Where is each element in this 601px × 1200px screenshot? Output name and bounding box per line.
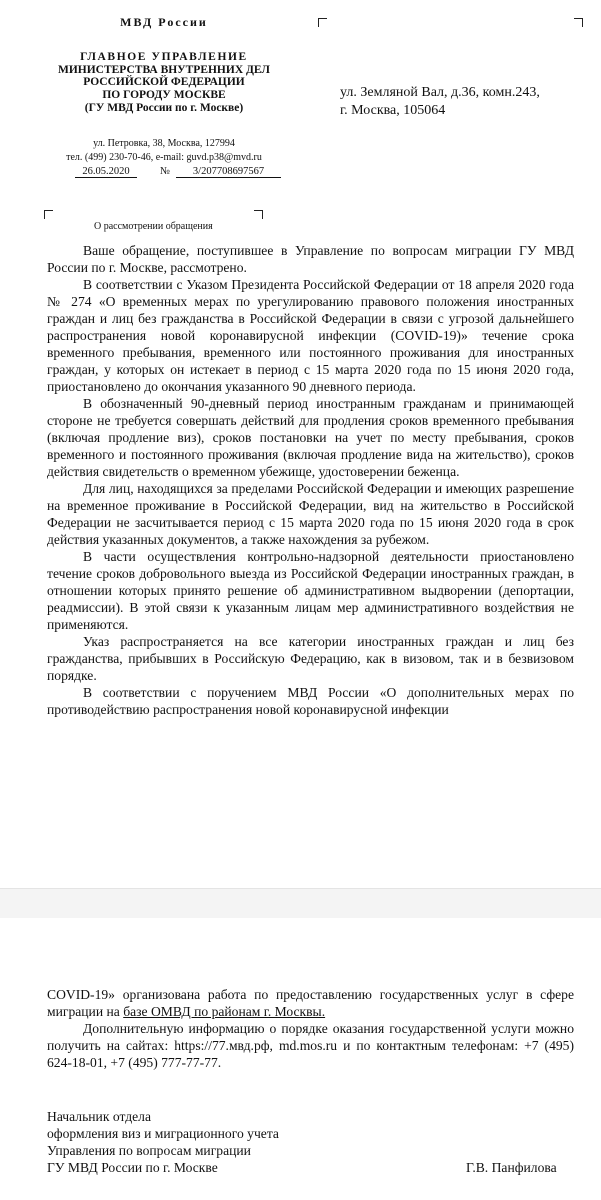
info-paragraph: Дополнительную информацию о порядке оказания государственной услуги можно получить на сайтах: https://77.мвд.рф, md.mos.ru и по контактным телефонам: +7 (495) 624-18-01, +7 (495) 777-77-77. (47, 1021, 574, 1070)
signature-title-line: Управления по вопросам миграции (47, 1143, 251, 1158)
recipient-address-line-2: г. Москва, 105064 (340, 103, 446, 119)
letter-body-page-2 (47, 986, 574, 1071)
body-paragraph: В соответствии с Указом Президента Российской Федерации от 18 апреля 2020 года № 274 «О временных мерах по урегулированию правового положения иностранных граждан и лиц без гражданства в Российской Федерации в связи с угрозой дальнейшего распространения новой коронавирусной инфекции (COVID-19)» течение срока временного пребывания, временного или постоянного проживания для иностранных граждан, у которых он истекает в период с 15 марта 2020 года по 15 июня 2020 года, приостановлено до окончания указанного 90 дневного периода. (47, 277, 574, 394)
letter-subject: О рассмотрении обращения (94, 221, 213, 232)
continuation-paragraph (47, 986, 574, 1020)
registration-date: 26.05.2020 (75, 166, 137, 178)
department-line-5: (ГУ МВД России по г. Москве) (84, 101, 244, 114)
subject-corner-mark (44, 210, 53, 219)
letter-body-page-1 (47, 242, 574, 718)
signature-title-line: ГУ МВД России по г. Москве (47, 1160, 218, 1175)
page-break (0, 888, 601, 920)
body-paragraph: Указ распространяется на все категории иностранных граждан и лиц без гражданства, прибывших в Российскую Федерацию, как в визовом, так и в безвизовом порядке. (47, 634, 574, 683)
department-block (46, 51, 282, 114)
body-paragraph: Для лиц, находящихся за пределами Российской Федерации и имеющих разрешение на временное проживание в Российской Федерации, вид на жительство в Российской Федерации не засчитывается период с 15 марта 2020 года по 15 июня 2020 года в срок действия указанных документов, а также нахождения за рубежом. (47, 481, 574, 547)
department-phone-email: тел. (499) 230-70-46, e-mail: guvd.p38@mvd.ru (66, 151, 262, 163)
ministry-name: МВД России (120, 15, 208, 29)
signature-title-line: оформления виз и миграционного учета (47, 1126, 279, 1141)
body-paragraph: В соответствии с поручением МВД России «О дополнительных мерах по противодействию распространения новой коронавирусной инфекции (47, 685, 574, 717)
signature-title-line: Начальник отдела (47, 1109, 151, 1124)
body-paragraph: В части осуществления контрольно-надзорной деятельности приостановлено течение сроков добровольного выезда из Российской Федерации иностранных граждан, в отношении которых принято решение об административном выдворении (депортации, реадмиссии). В этой связи к указанным лицам мер административного воздействия не применяются. (47, 549, 574, 632)
department-line-3: РОССИЙСКОЙ ФЕДЕРАЦИИ (83, 76, 245, 89)
recipient-address-line-1: ул. Земляной Вал, д.36, комн.243, (340, 85, 540, 100)
recipient-address (340, 84, 540, 120)
registration-number: 3/207708697567 (176, 166, 281, 178)
registration-number-label: № (160, 166, 171, 177)
address-corner-mark (318, 18, 327, 27)
department-line-1: ГЛАВНОЕ УПРАВЛЕНИЕ (80, 51, 248, 63)
department-address: ул. Петровка, 38, Москва, 127994 (93, 138, 235, 149)
letter-page-2 (0, 918, 601, 1200)
omvd-link[interactable]: базе ОМВД по районам г. Москвы. (123, 1004, 326, 1019)
continuation-text: COVID-19» организована работа по предоставлению государственных услуг в сфере миграции на (47, 987, 574, 1019)
body-paragraph: В обозначенный 90-дневный период иностранным гражданам и принимающей стороне не требуется совершать действий для продления сроков временного пребывания (включая продление виз), сроков постановки на учет по месту пребывания, сроков временного и постоянного проживания (включая продление вида на жительство), сроков действия свидетельств о временном убежище, удостоверении беженца. (47, 396, 574, 479)
address-corner-mark (574, 18, 583, 27)
body-paragraph: Ваше обращение, поступившее в Управление по вопросам миграции ГУ МВД России по г. Москве, рассмотрено. (47, 243, 574, 275)
department-line-4: ПО ГОРОДУ МОСКВЕ (102, 88, 226, 101)
department-line-2: МИНИСТЕРСТВА ВНУТРЕННИХ ДЕЛ (57, 63, 271, 76)
department-contacts (46, 137, 282, 164)
subject-corner-mark (254, 210, 263, 219)
signer-name: Г.В. Панфилова (466, 1160, 557, 1175)
signature-title (47, 1108, 279, 1176)
